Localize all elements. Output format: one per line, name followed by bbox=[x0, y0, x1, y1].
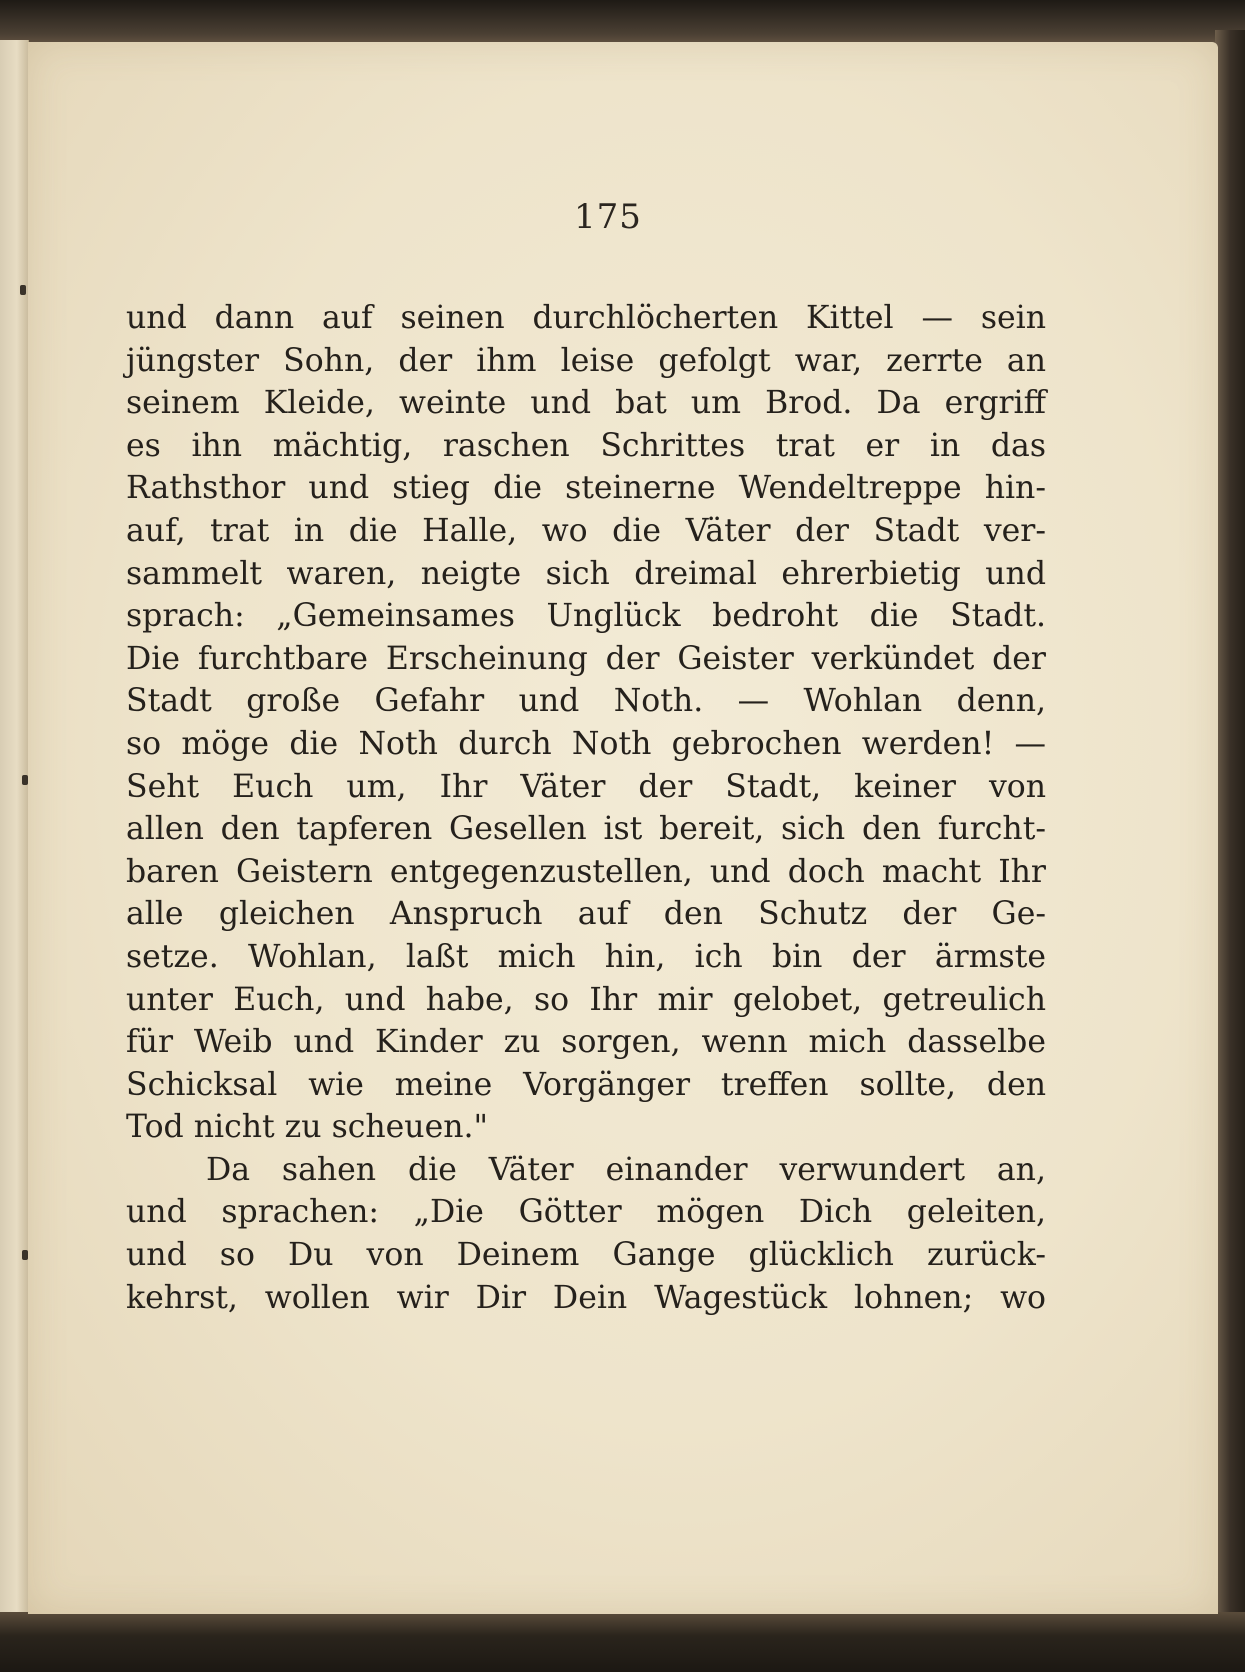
text-line: und dann auf seinen durchlöcherten Kittel — sein bbox=[126, 300, 1046, 336]
text-line: auf, trat in die Halle, wo die Väter der Stadt ver- bbox=[126, 512, 1046, 549]
text-line: für Weib und Kinder zu sorgen, wenn mich dasselbe bbox=[126, 1024, 1046, 1061]
margin-mark bbox=[22, 775, 28, 785]
text-line: sprach: „Gemeinsames Unglück bedroht die Stadt. bbox=[126, 598, 1046, 635]
text-line: jüngster Sohn, der ihm leise gefolgt war, zerrte an bbox=[126, 342, 1046, 379]
book-edge-right bbox=[1215, 30, 1245, 1630]
text-line: Schicksal wie meine Vorgänger treffen sollte, den bbox=[126, 1066, 1046, 1103]
text-line: setze. Wohlan, laßt mich hin, ich bin der ärmste bbox=[126, 938, 1046, 975]
text-line: Rathsthor und stieg die steinerne Wendeltreppe hin- bbox=[126, 470, 1046, 507]
page-number: 175 bbox=[574, 197, 642, 237]
text-line: unter Euch, und habe, so Ihr mir gelobet, getreulich bbox=[126, 981, 1046, 1018]
text-line: und sprachen: „Die Götter mögen Dich geleiten, bbox=[126, 1194, 1046, 1231]
book-edge-bottom bbox=[0, 1612, 1245, 1672]
text-line: kehrst, wollen wir Dir Dein Wagestück lohnen; wo bbox=[126, 1279, 1046, 1316]
text-line: es ihn mächtig, raschen Schrittes trat er in das bbox=[126, 427, 1046, 464]
text-line: und so Du von Deinem Gange glücklich zurück- bbox=[126, 1237, 1046, 1274]
text-line: Da sahen die Väter einander verwundert an, bbox=[206, 1151, 1046, 1188]
text-line: Seht Euch um, Ihr Väter der Stadt, keiner von bbox=[126, 768, 1046, 805]
text-line: Tod nicht zu scheuen." bbox=[126, 1109, 489, 1146]
text-line: allen den tapferen Gesellen ist bereit, sich den furcht- bbox=[126, 811, 1046, 848]
text-line: so möge die Noth durch Noth gebrochen werden! — bbox=[126, 725, 1046, 762]
text-line: Stadt große Gefahr und Noth. — Wohlan denn, bbox=[126, 683, 1046, 720]
text-line: seinem Kleide, weinte und bat um Brod. Da ergriff bbox=[126, 385, 1046, 422]
text-line: alle gleichen Anspruch auf den Schutz der Ge- bbox=[126, 896, 1046, 933]
book-edge-left bbox=[0, 40, 29, 1630]
margin-mark bbox=[22, 1250, 28, 1260]
book-page bbox=[28, 42, 1218, 1614]
text-line: baren Geistern entgegenzustellen, und doch macht Ihr bbox=[126, 853, 1046, 890]
body-text bbox=[126, 297, 1046, 1319]
book-edge-top bbox=[0, 0, 1245, 48]
margin-mark bbox=[20, 285, 26, 295]
text-line: sammelt waren, neigte sich dreimal ehrerbietig und bbox=[126, 555, 1046, 592]
text-line: Die furchtbare Erscheinung der Geister verkündet der bbox=[126, 640, 1046, 677]
